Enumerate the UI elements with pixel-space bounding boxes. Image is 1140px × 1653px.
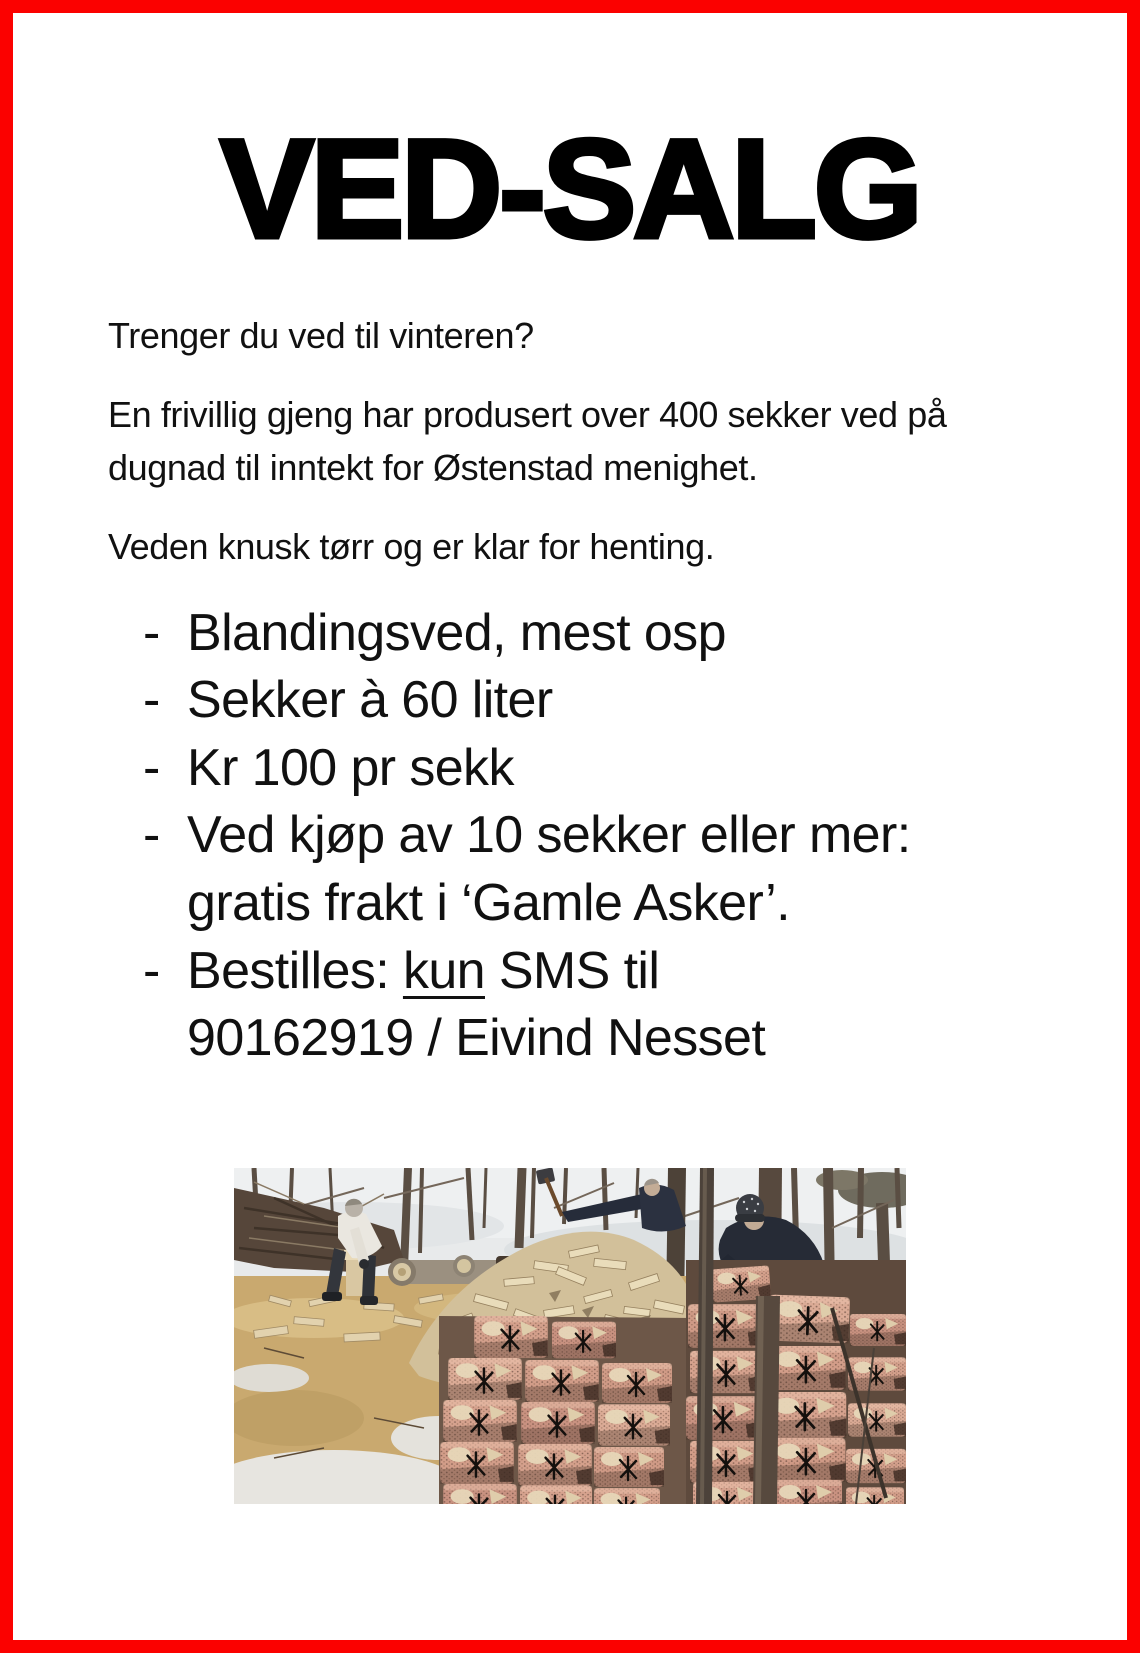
list-item-text-line1: Bestilles: kun SMS til <box>187 941 660 1000</box>
list-item-price <box>143 735 1032 803</box>
dash-bullet: - <box>143 738 160 797</box>
intro-ready-note: Veden knusk tørr og er klar for henting. <box>108 525 715 567</box>
underlined-kun: kun <box>402 941 485 1000</box>
list-item-wood-type <box>143 600 1032 668</box>
sale-details-list <box>108 600 1032 1073</box>
dash-bullet: - <box>143 671 160 730</box>
list-item-free-delivery <box>143 802 1032 937</box>
intro-description: En frivillig gjeng har produsert over 400 sekker ved på dugnad til inntekt for Østenstad menighet. <box>108 393 947 488</box>
list-item-text-line2: gratis frakt i ‘Gamle Asker’. <box>187 874 790 932</box>
list-item-text: Sekker à 60 liter <box>187 671 553 730</box>
page-title: VED-SALG <box>220 110 920 267</box>
intro-text <box>108 310 1032 574</box>
list-item-text-line2: 90162919 / Eivind Nesset <box>187 1009 766 1068</box>
dash-bullet: - <box>143 603 160 662</box>
list-item-sack-size <box>143 667 1032 735</box>
firewood-photo <box>234 1168 906 1504</box>
dash-bullet: - <box>143 806 160 865</box>
list-item-text-line1: Ved kjøp av 10 sekker eller mer: <box>187 806 911 865</box>
list-item-text: Blandingsved, mest osp <box>187 603 726 662</box>
dash-bullet: - <box>143 941 160 1000</box>
intro-question: Trenger du ved til vinteren? <box>108 315 534 356</box>
list-item-text: Kr 100 pr sekk <box>187 738 514 797</box>
list-item-ordering <box>143 938 1032 1073</box>
